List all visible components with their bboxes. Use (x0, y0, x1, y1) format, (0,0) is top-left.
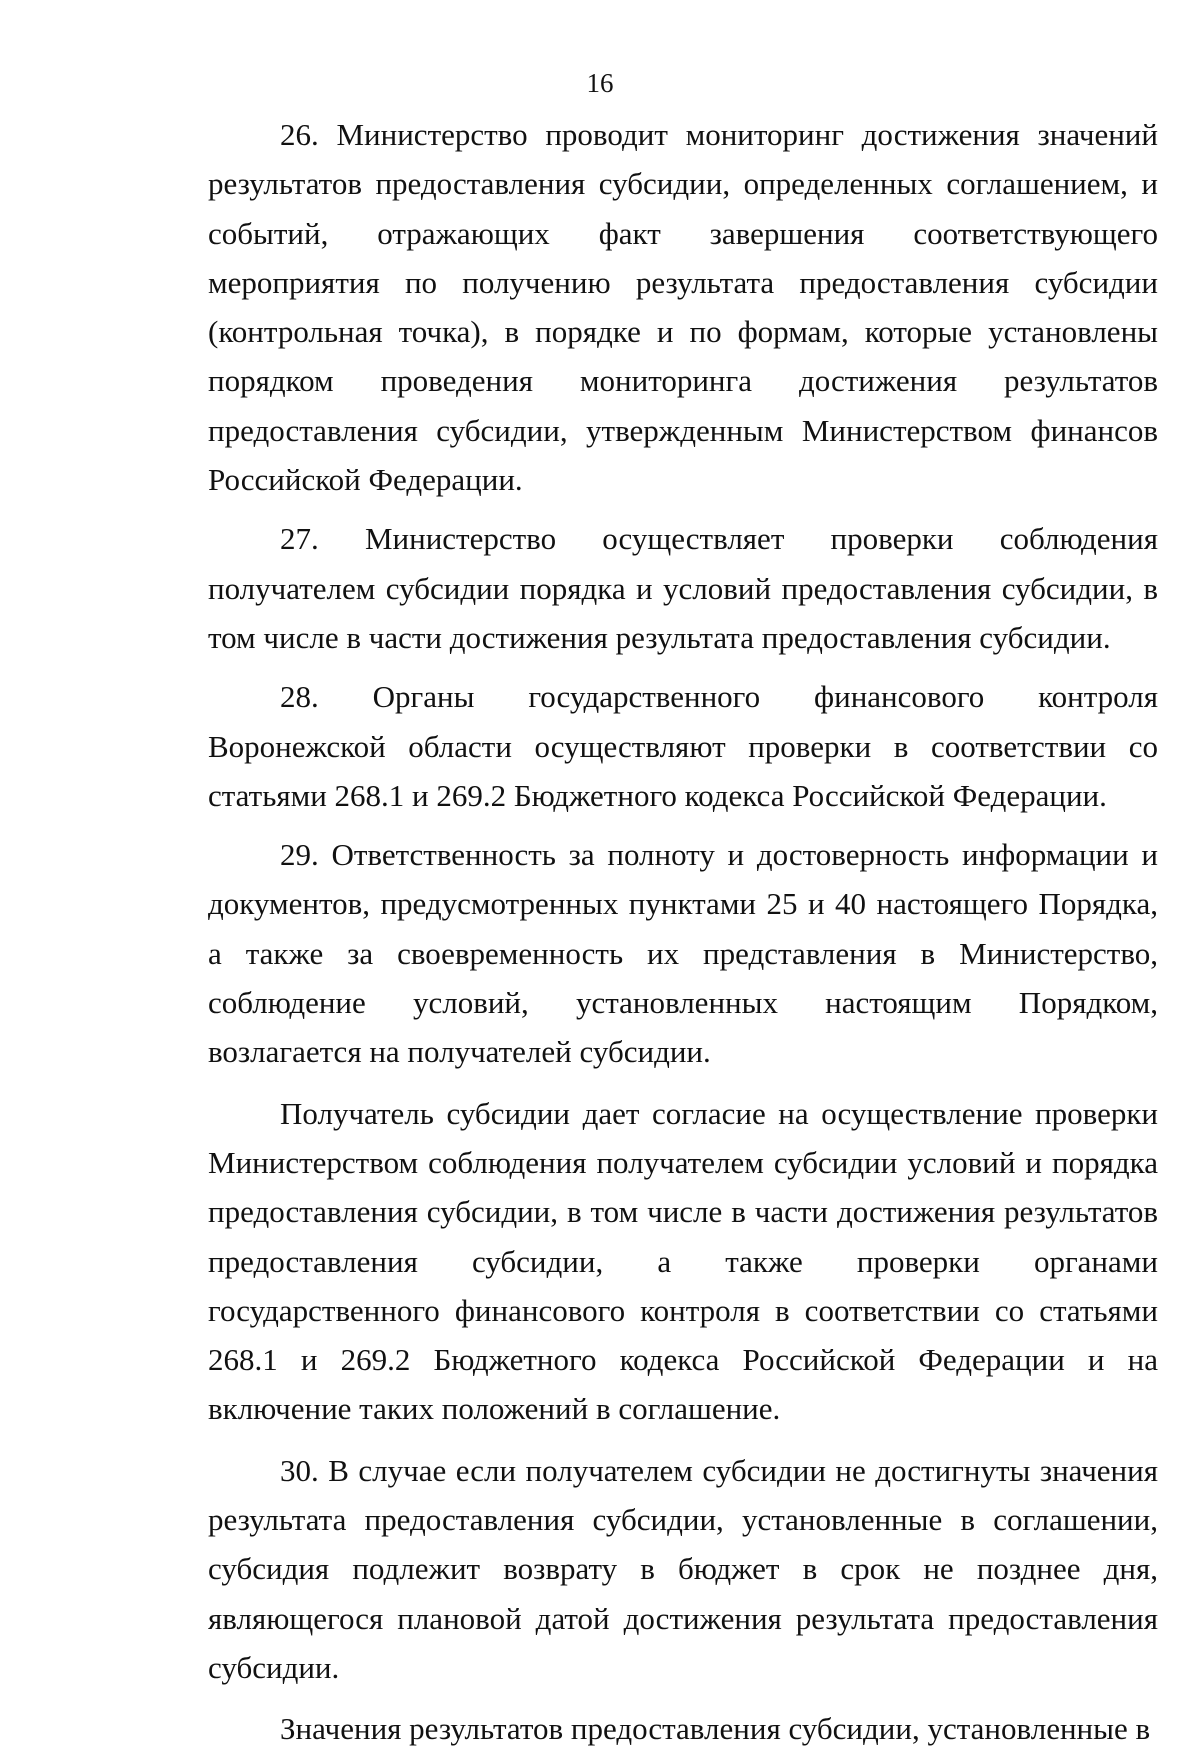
paragraph-30-values: Значения результатов предоставления субсидии, установленные в (280, 1711, 1151, 1747)
document-body (208, 110, 1158, 1754)
paragraph-28: 28. Органы государственного финансового контроля Воронежской области осуществляют проверки в соответствии со статьями 268.1 и 269.2 Бюджетного кодекса Российской Федерации. (208, 679, 1158, 813)
paragraph-29-consent: Получатель субсидии дает согласие на осуществление проверки Министерством соблюдения получателем субсидии условий и порядка предоставления субсидии, в том числе в части достижения результатов предоставления субсидии, а также проверки органами государственного финансового контроля в соответствии со статьями 268.1 и 269.2 Бюджетного кодекса Российской Федерации и на включение таких положений в соглашение. (208, 1095, 1158, 1427)
page-number: 16 (586, 68, 614, 98)
paragraph-26: 26. Министерство проводит мониторинг достижения значений результатов предоставления субсидии, определенных соглашением, и событий, отражающих факт завершения соответствующего мероприятия по получению результата предоставления субсидии (контрольная точка), в порядке и по формам, которые установлены порядком проведения мониторинга достижения результатов предоставления субсидии, утвержденным Министерством финансов Российской Федерации. (208, 117, 1158, 498)
paragraph-29: 29. Ответственность за полноту и достоверность информации и документов, предусмотренных пунктами 25 и 40 настоящего Порядка, а также за своевременность их представления в Министерство, соблюдение условий, установленных настоящим Порядком, возлагается на получателей субсидии. (208, 837, 1158, 1070)
paragraph-30: 30. В случае если получателем субсидии не достигнуты значения результата предоставления субсидии, установленные в соглашении, субсидия подлежит возврату в бюджет в срок не позднее дня, являющегося плановой датой достижения результата предоставления субсидии. (208, 1452, 1158, 1685)
paragraph-27: 27. Министерство осуществляет проверки соблюдения получателем субсидии порядка и условий предоставления субсидии, в том числе в части достижения результата предоставления субсидии. (208, 521, 1158, 655)
